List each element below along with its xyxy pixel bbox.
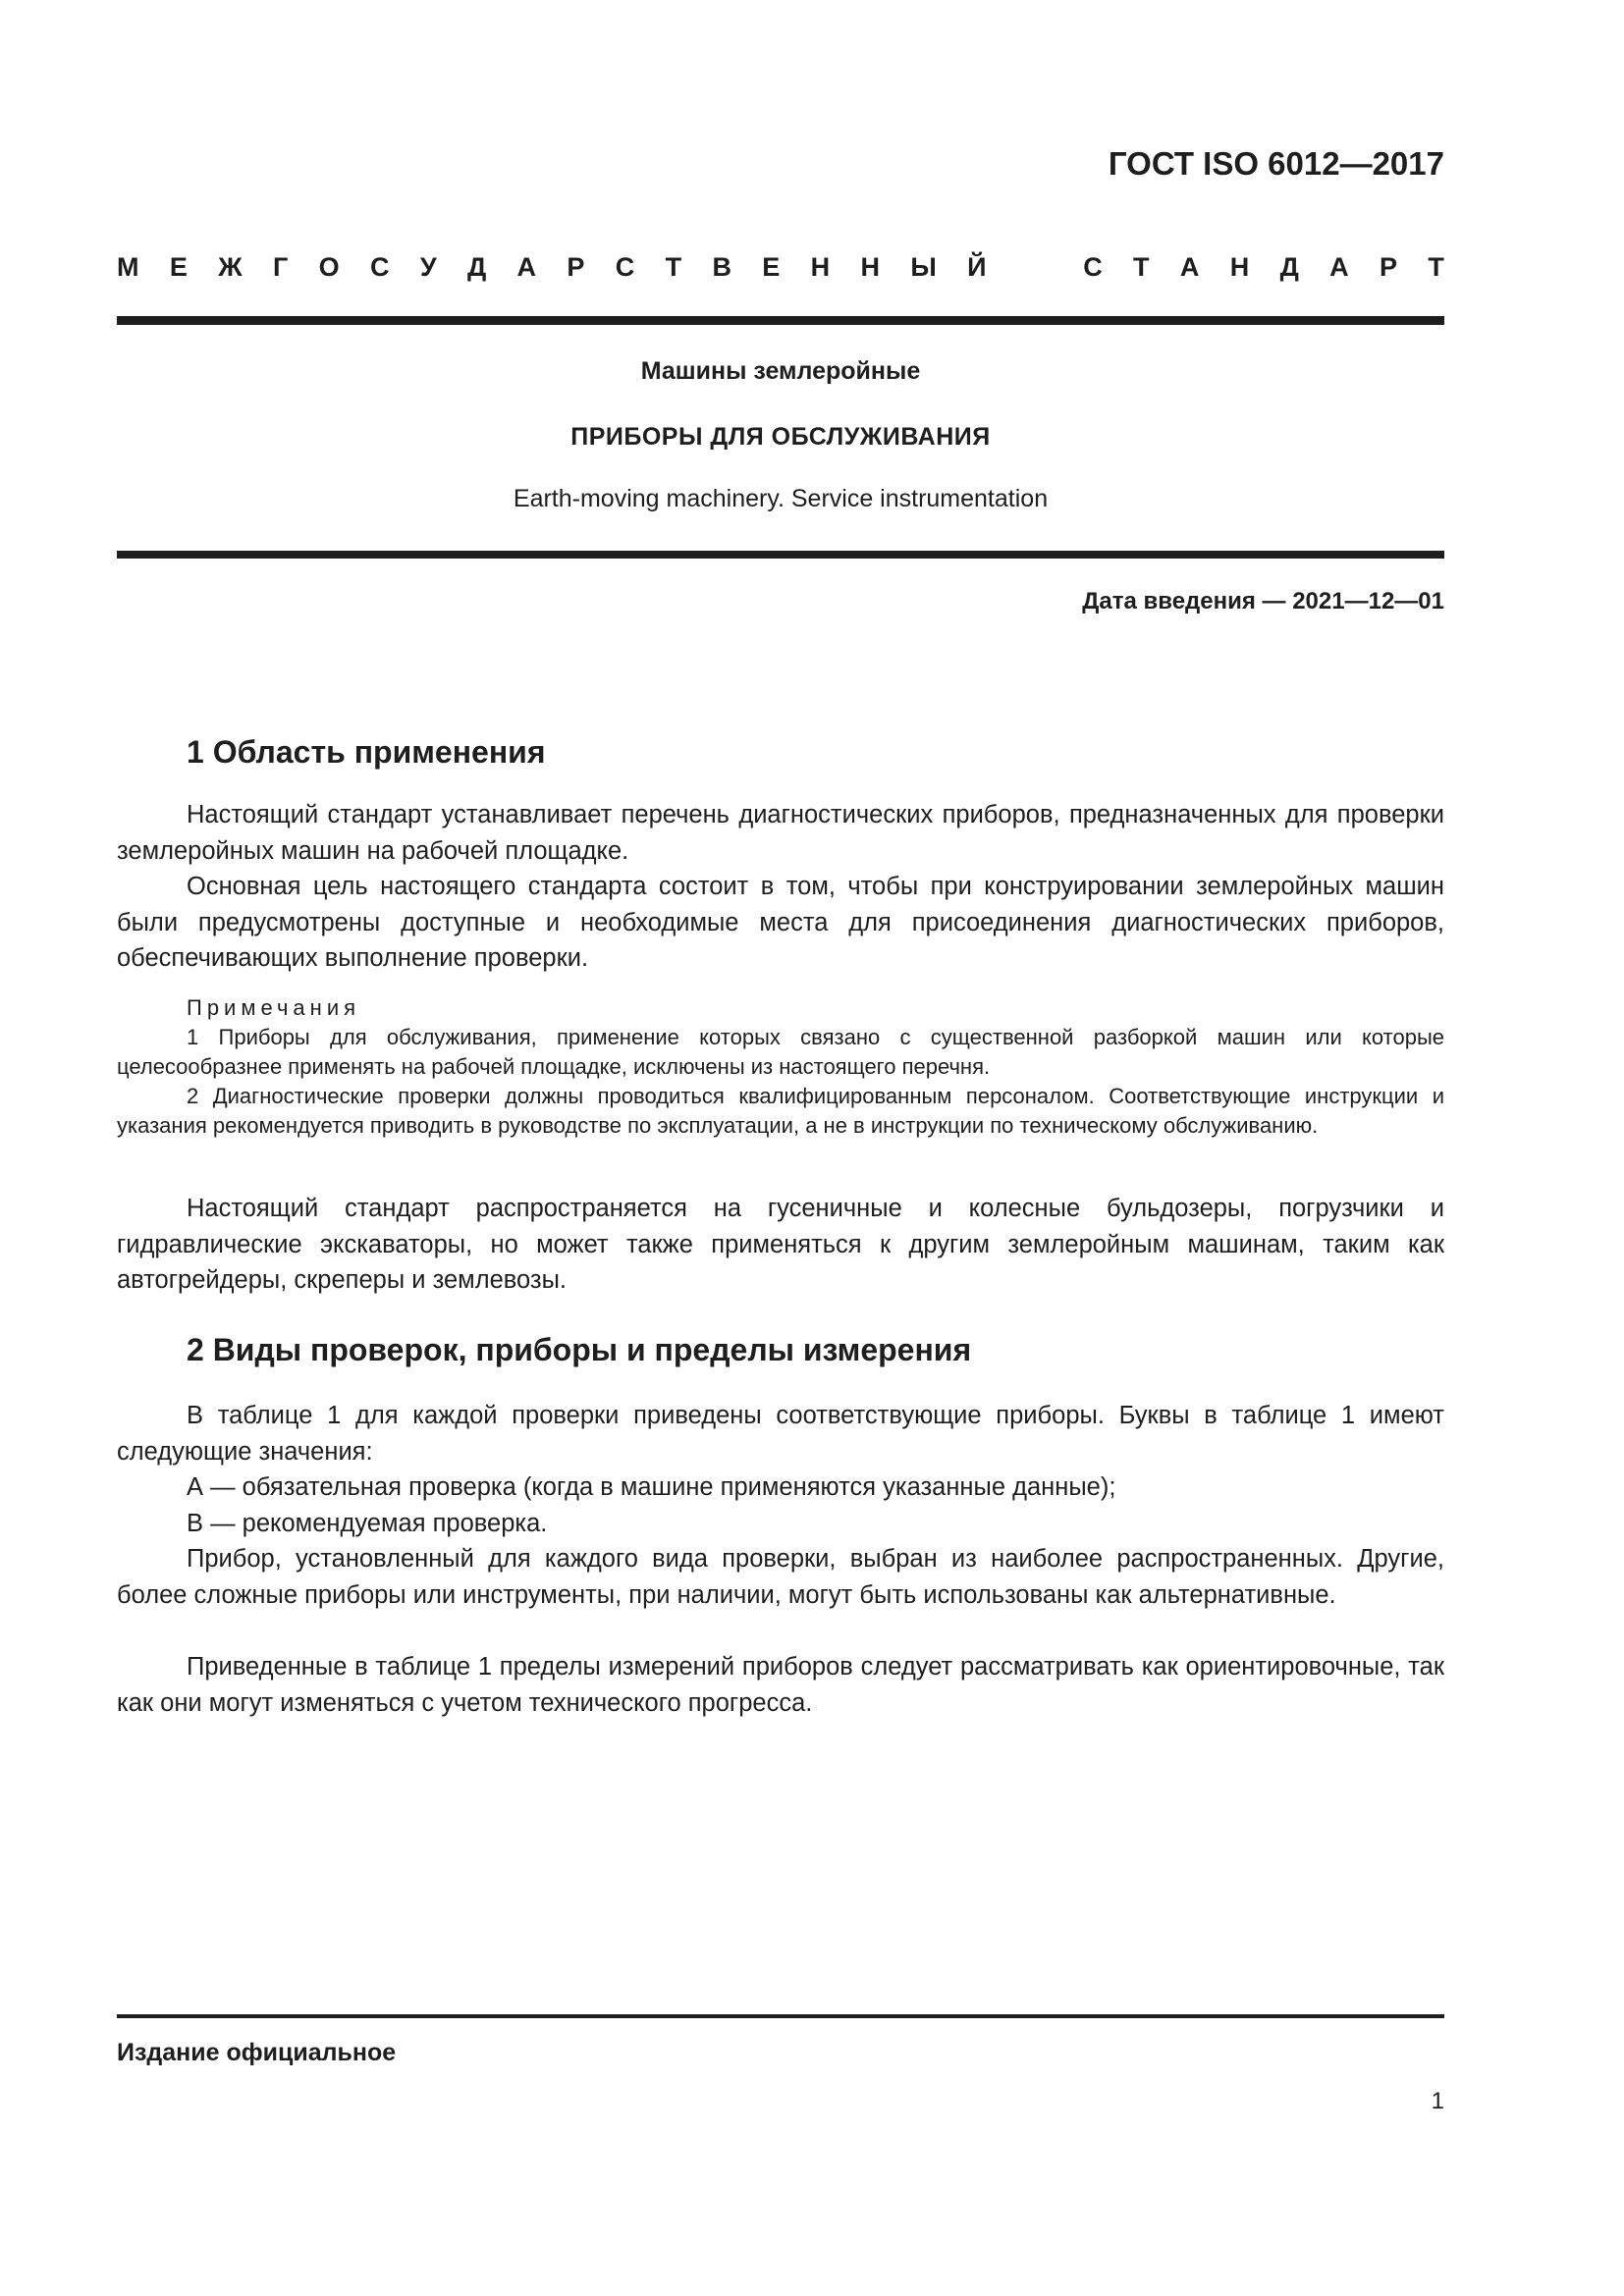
banner-letter: Д <box>1279 252 1299 282</box>
title-rule <box>117 551 1444 559</box>
standard-number: ГОСТ ISO 6012—2017 <box>1108 145 1444 182</box>
banner-letter: Т <box>1428 252 1444 282</box>
section-1-paragraph: Основная цель настоящего стандарта состоит в том, чтобы при конструировании землеройных машин были предусмотрены доступные и необходимые места для присоединения диагностических приборов, обеспечивающих выполнение проверки. <box>117 873 1444 972</box>
footer-rule <box>117 2014 1444 2018</box>
banner-letter: Н <box>860 252 880 282</box>
banner-letter: Н <box>1229 252 1250 282</box>
edition-label: Издание официальное <box>117 2039 397 2066</box>
banner-letter: Е <box>169 252 188 282</box>
banner-letter: Н <box>810 252 831 282</box>
banner-letter: С <box>1083 252 1103 282</box>
banner-letter: Ж <box>218 252 243 282</box>
banner-letter: Ы <box>910 252 937 282</box>
title-main: ПРИБОРЫ ДЛЯ ОБСЛУЖИВАНИЯ <box>570 423 991 451</box>
section-2-paragraph: В таблице 1 для каждой проверки приведены соответствующие приборы. Буквы в таблице 1 имеют следующие значения: <box>117 1402 1444 1466</box>
banner-letter: О <box>318 252 340 282</box>
banner-letter: С <box>369 252 390 282</box>
banner-letter: Т <box>665 252 682 282</box>
section-2-paragraph: А — обязательная проверка (когда в машине применяются указанные данные); <box>187 1473 1116 1501</box>
banner-letter: Й <box>967 252 987 282</box>
banner-letter: А <box>1329 252 1349 282</box>
banner-letter: С <box>615 252 635 282</box>
banner-letter: У <box>419 252 437 282</box>
title-group: Машины землеройные <box>640 357 921 385</box>
banner-letter: Г <box>272 252 289 282</box>
note-item: 2 Диагностические проверки должны проводиться квалифицированным персоналом. Соответствующие инструкции и указания рекомендуется приводить в руководстве по эксплуатации, а не в инструкции по техническому обслуживанию. <box>117 1084 1444 1138</box>
section-1-paragraph: Настоящий стандарт устанавливает перечень диагностических приборов, предназначенных для проверки землеройных машин на рабочей площадке. <box>117 801 1444 865</box>
section-2-paragraph: Приведенные в таблице 1 пределы измерений приборов следует рассматривать как ориентировочные, так как они могут изменяться с учетом технического прогресса. <box>117 1653 1444 1717</box>
page-number: 1 <box>1431 2088 1444 2114</box>
section-1-heading: 1 Область применения <box>187 734 546 770</box>
title-english: Earth-moving machinery. Service instrumentation <box>513 485 1049 512</box>
banner-letter: М <box>117 252 139 282</box>
banner-letter: Д <box>466 252 487 282</box>
note-item: 1 Приборы для обслуживания, применение которых связано с существенной разборкой машин или которые целесообразнее применять на рабочей площадке, исключены из настоящего перечня. <box>117 1025 1444 1079</box>
section-2-paragraph: В — рекомендуемая проверка. <box>187 1510 548 1537</box>
banner-letter: А <box>516 252 537 282</box>
banner-letter: Р <box>567 252 585 282</box>
header-rule <box>117 316 1444 325</box>
standard-type-banner <box>117 252 1444 283</box>
banner-letter: А <box>1179 252 1200 282</box>
section-1-paragraph: Настоящий стандарт распространяется на гусеничные и колесные бульдозеры, погрузчики и гидравлические экскаваторы, но может также применяться к другим землеройным машинам, таким как автогрейдеры, скреперы и землевозы. <box>117 1195 1444 1294</box>
section-2-heading: 2 Виды проверок, приборы и пределы измерения <box>187 1332 972 1367</box>
banner-letter: Т <box>1133 252 1150 282</box>
section-2-paragraph: Прибор, установленный для каждого вида проверки, выбран из наиболее распространенных. Другие, более сложные приборы или инструменты, при наличии, могут быть использованы как альтернативные. <box>117 1545 1444 1609</box>
banner-letter: Р <box>1380 252 1398 282</box>
notes-heading: Примечания <box>187 995 361 1020</box>
banner-letter: Е <box>762 252 781 282</box>
banner-letter: В <box>712 252 731 282</box>
notes-block <box>117 993 1444 1141</box>
introduction-date: Дата введения — 2021—12—01 <box>1082 588 1444 614</box>
